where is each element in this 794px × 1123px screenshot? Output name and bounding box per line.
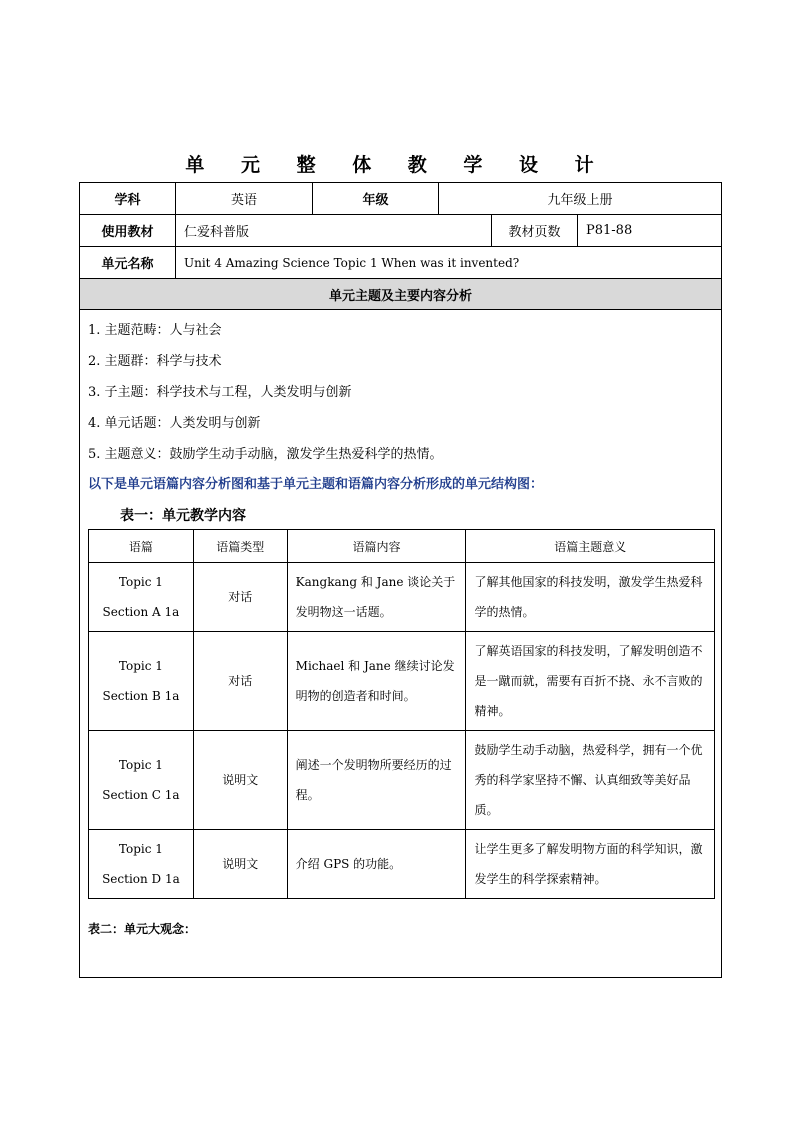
analysis-item: 3. 子主题：科学技术与工程，人类发明与创新 — [88, 385, 352, 400]
meaning-cell: 鼓励学生动手动脑，热爱科学，拥有一个优秀的科学家坚持不懈、认真细致等美好品质。 — [466, 731, 715, 830]
teaching-content-table — [88, 529, 715, 899]
content-cell: Kangkang 和 Jane 谈论关于发明物这一话题。 — [287, 563, 466, 632]
meaning-cell: 了解英语国家的科技发明，了解发明创造不是一蹴而就，需要有百折不挠、永不言败的精神。 — [466, 632, 715, 731]
analysis-heading: 单元主题及主要内容分析 — [80, 279, 721, 310]
subject-value: 英语 — [176, 183, 313, 214]
table2-caption: 表二：单元大观念： — [88, 922, 197, 936]
passage-cell — [89, 830, 194, 899]
passage-section: Section B 1a — [102, 689, 180, 703]
type-cell: 说明文 — [193, 830, 287, 899]
passage-topic: Topic 1 — [118, 758, 163, 772]
passage-topic: Topic 1 — [118, 575, 163, 589]
table-row — [89, 731, 715, 830]
passage-section: Section D 1a — [102, 872, 180, 886]
table1-caption: 表一：单元教学内容 — [120, 508, 246, 524]
passage-topic: Topic 1 — [118, 842, 163, 856]
passage-cell — [89, 632, 194, 731]
content-cell: 介绍 GPS 的功能。 — [287, 830, 466, 899]
unit-row — [80, 247, 721, 279]
passage-topic: Topic 1 — [118, 659, 163, 673]
grade-value: 九年级上册 — [547, 193, 613, 208]
meaning-cell: 让学生更多了解发明物方面的科学知识，激发学生的科学探索精神。 — [466, 830, 715, 899]
table-header-row — [89, 530, 715, 563]
unit-label: 单元名称 — [80, 247, 176, 278]
type-cell: 说明文 — [193, 731, 287, 830]
passage-section: Section C 1a — [102, 788, 180, 802]
textbook-label: 使用教材 — [80, 215, 176, 246]
content-cell: Michael 和 Jane 继续讨论发明物的创造者和时间。 — [287, 632, 466, 731]
pages-label: 教材页数 — [492, 215, 578, 246]
analysis-item: 4. 单元话题：人类发明与创新 — [88, 416, 261, 431]
column-header: 语篇主题意义 — [466, 530, 715, 563]
subject-label: 学科 — [80, 183, 176, 214]
meaning-cell: 了解其他国家的科技发明，激发学生热爱科学的热情。 — [466, 563, 715, 632]
table-row — [89, 563, 715, 632]
column-header: 语篇 — [89, 530, 194, 563]
passage-cell — [89, 731, 194, 830]
column-header: 语篇类型 — [193, 530, 287, 563]
passage-cell — [89, 563, 194, 632]
unit-value: Unit 4 Amazing Science Topic 1 When was it invented? — [184, 255, 520, 270]
type-cell: 对话 — [193, 632, 287, 731]
analysis-item: 5. 主题意义：鼓励学生动手动脑，激发学生热爱科学的热情。 — [88, 447, 443, 462]
page-title: 单 元 整 体 教 学 设 计 — [185, 154, 609, 176]
passage-section: Section A 1a — [102, 605, 180, 619]
design-form — [79, 182, 722, 978]
table-row — [89, 632, 715, 731]
textbook-row — [80, 215, 721, 247]
textbook-value: 仁爱科普版 — [176, 215, 492, 246]
subject-row — [80, 183, 721, 215]
pages-value: P81-88 — [586, 223, 633, 238]
table-row — [89, 830, 715, 899]
analysis-item: 2. 主题群：科学与技术 — [88, 354, 222, 369]
content-cell: 阐述一个发明物所要经历的过程。 — [287, 731, 466, 830]
type-cell: 对话 — [193, 563, 287, 632]
notice-text: 以下是单元语篇内容分析图和基于单元主题和语篇内容分析形成的单元结构图： — [88, 477, 544, 492]
column-header: 语篇内容 — [287, 530, 466, 563]
analysis-item: 1. 主题范畴：人与社会 — [88, 323, 222, 338]
grade-label: 年级 — [313, 183, 439, 214]
